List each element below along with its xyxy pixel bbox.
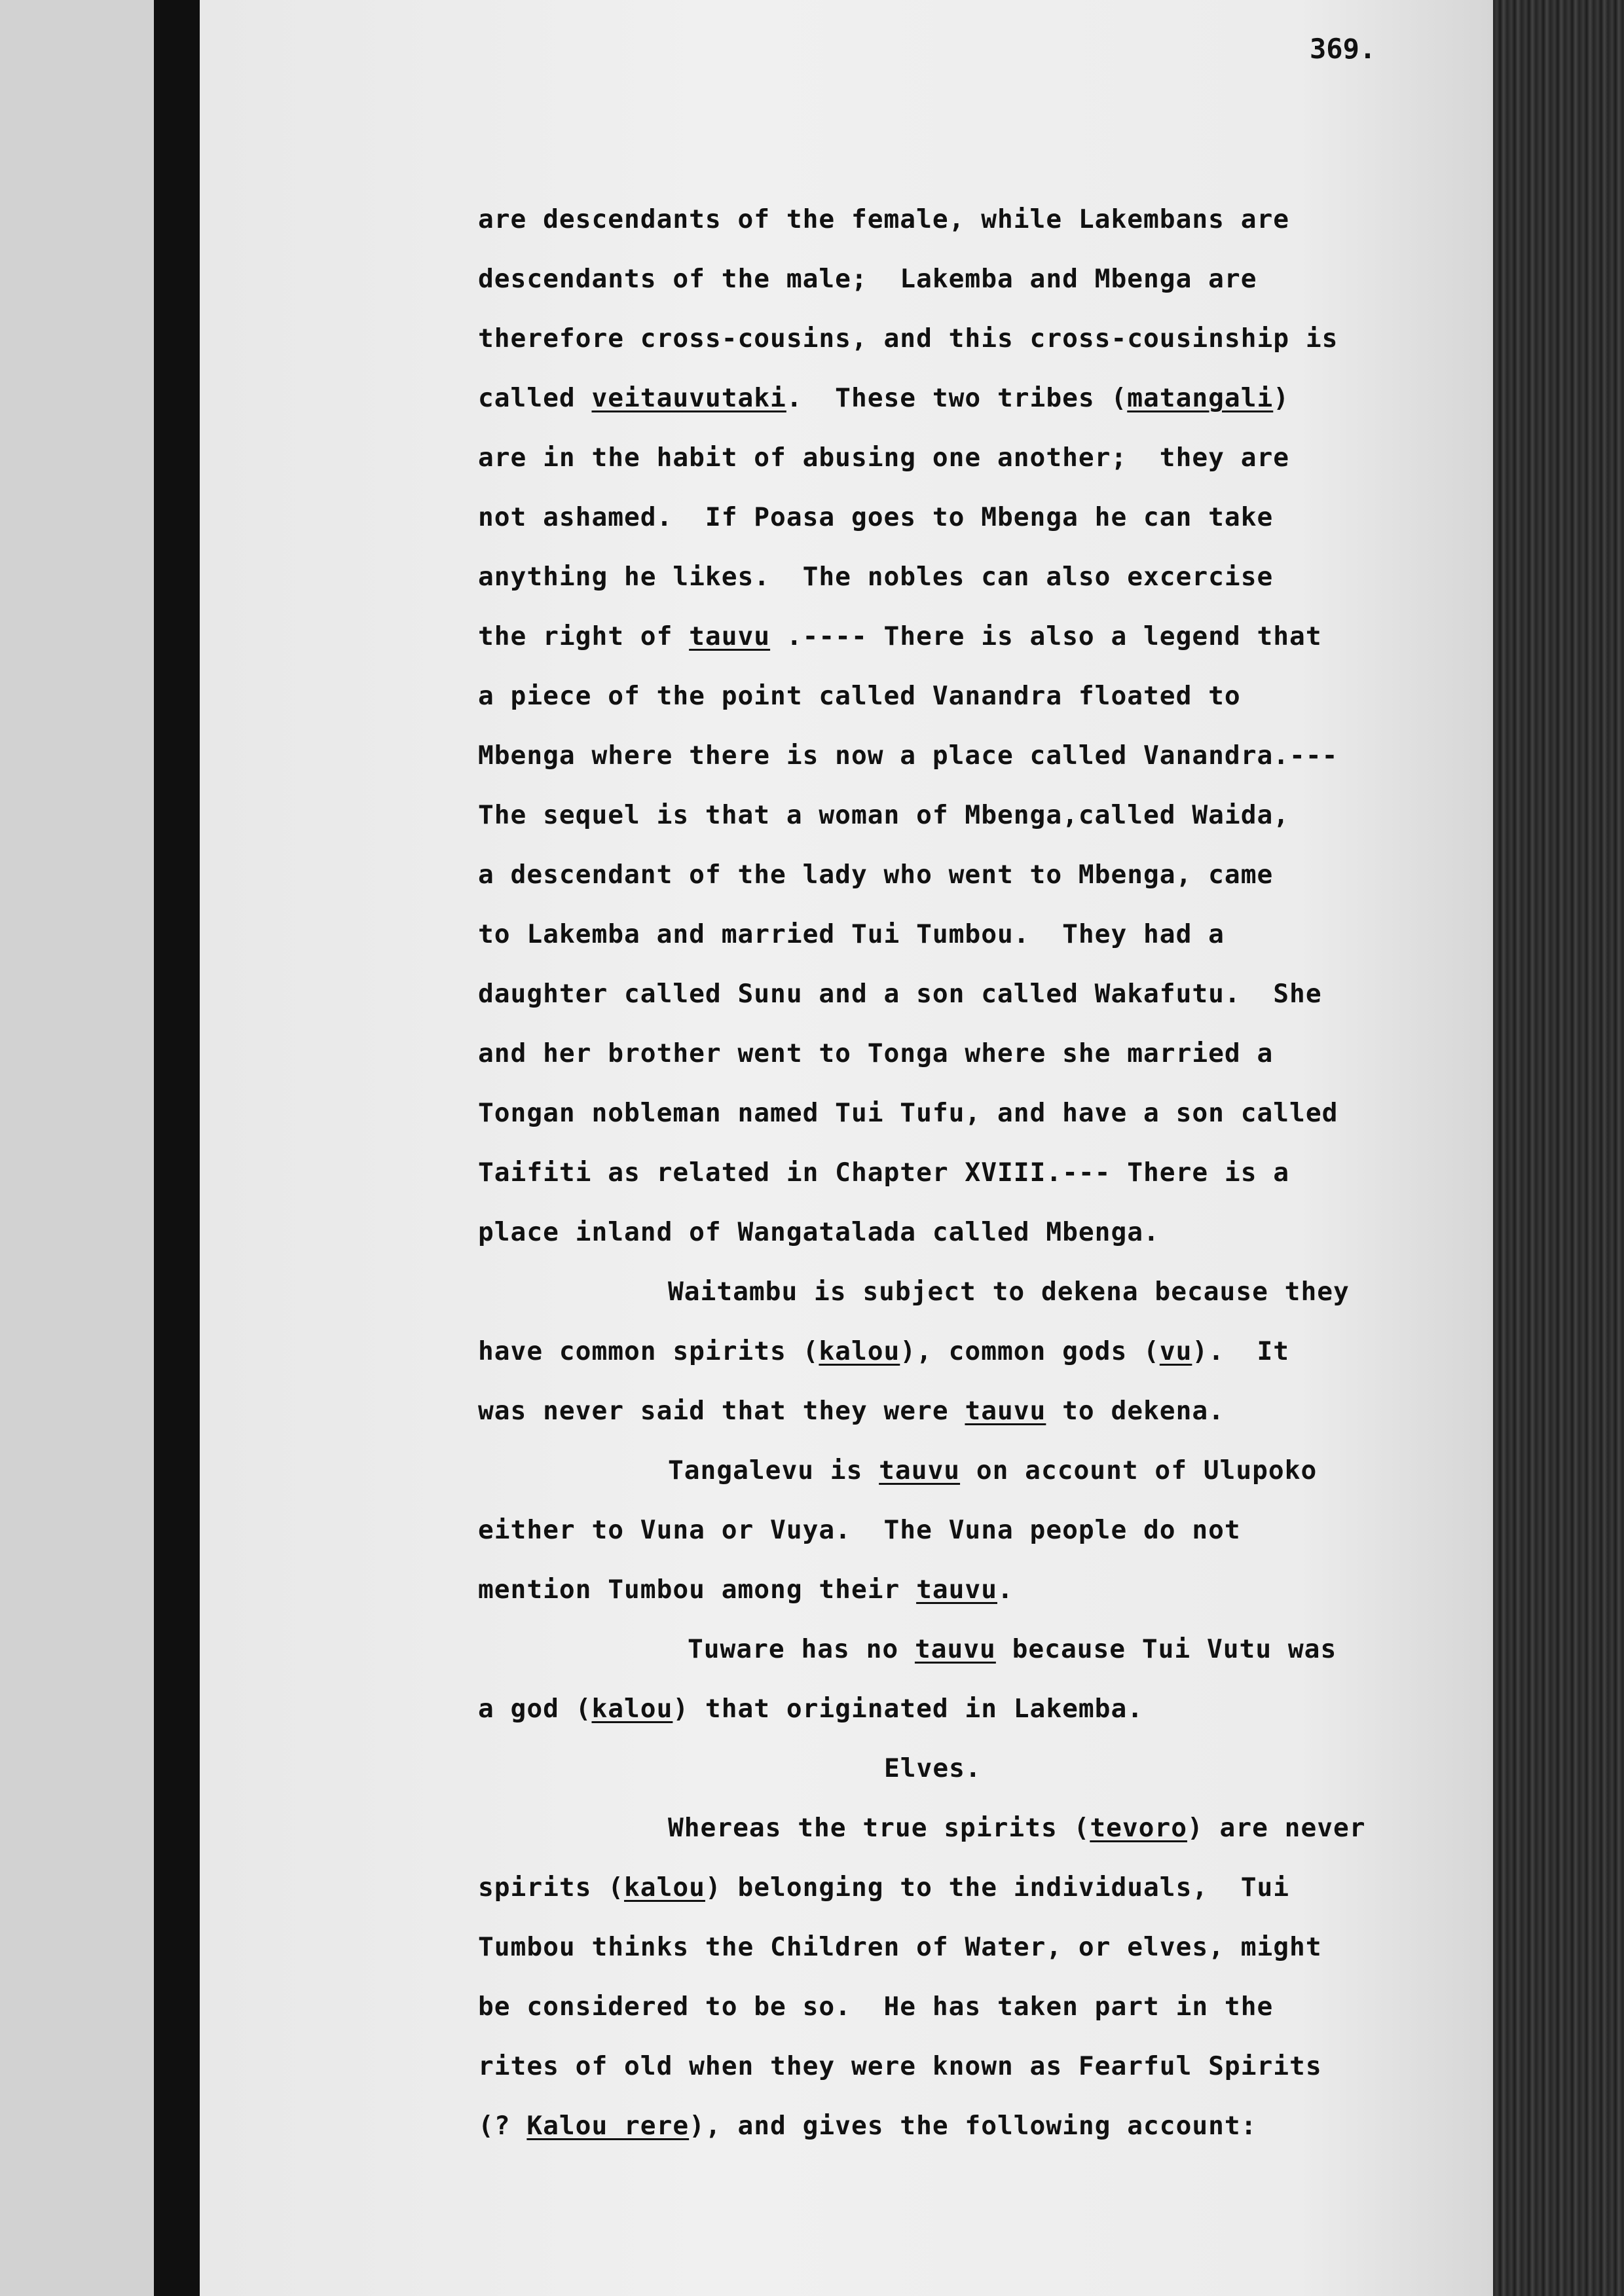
text-run: either to Vuna or Vuya. The Vuna people do not <box>478 1515 1241 1545</box>
text-line: to Lakemba and married Tui Tumbou. They had a <box>478 919 1225 949</box>
underlined-term: tauvu <box>879 1455 961 1485</box>
text-line: daughter called Sunu and a son called Wakafutu. She <box>478 979 1322 1009</box>
text-line <box>478 1560 1473 1620</box>
text-run: Elves. <box>884 1753 982 1783</box>
text-line <box>478 1620 1473 1679</box>
text-run: ) belonging to the individuals, Tui <box>705 1872 1290 1903</box>
underlined-term: matangali <box>1127 383 1274 413</box>
page-number: 369. <box>1310 33 1376 65</box>
text-line: Tongan nobleman named Tui Tufu, and have a son called <box>478 1098 1338 1128</box>
text-run: have common spirits ( <box>478 1336 819 1366</box>
text-line <box>478 369 1473 428</box>
underlined-term: tauvu <box>914 1634 996 1664</box>
text-run: ), common gods ( <box>900 1336 1160 1366</box>
text-line <box>478 1918 1473 1977</box>
text-line: Mbenga where there is now a place called Vanandra.--- <box>478 740 1338 771</box>
text-run: a god ( <box>478 1694 592 1724</box>
text-line <box>478 1381 1473 1441</box>
text-line: The sequel is that a woman of Mbenga,called Waida, <box>478 800 1290 830</box>
text-run: ) <box>1273 383 1290 413</box>
text-run: rites of old when they were known as Fearful Spirits <box>478 2051 1322 2081</box>
text-run: called <box>478 383 592 413</box>
text-line <box>478 1262 1473 1322</box>
text-line: Taifiti as related in Chapter XVIII.--- There is a <box>478 1157 1290 1188</box>
text-line <box>478 1322 1473 1381</box>
text-line <box>478 607 1473 666</box>
underlined-term: tauvu <box>916 1575 997 1605</box>
text-line <box>478 1441 1473 1501</box>
text-run: (? <box>478 2111 527 2141</box>
text-run: on account of Ulupoko <box>960 1455 1318 1485</box>
underlined-term: tauvu <box>689 621 771 651</box>
text-run: spirits ( <box>478 1872 625 1903</box>
text-line <box>478 2096 1473 2156</box>
text-line: are descendants of the female, while Lakembans are <box>478 204 1290 234</box>
text-line: place inland of Wangatalada called Mbenga. <box>478 1217 1160 1247</box>
text-line: a descendant of the lady who went to Mbenga, came <box>478 860 1274 890</box>
underlined-term: Kalou rere <box>526 2111 690 2141</box>
text-line: anything he likes. The nobles can also excercise <box>478 562 1274 592</box>
page-edge-stack <box>1493 0 1624 2296</box>
text-run: ) are never <box>1187 1813 1366 1843</box>
underlined-term: vu <box>1159 1336 1192 1366</box>
text-run: ) that originated in Lakemba. <box>673 1694 1144 1724</box>
text-line: and her brother went to Tonga where she married a <box>478 1038 1274 1068</box>
text-line: therefore cross-cousins, and this cross-cousinship is <box>478 323 1338 354</box>
underlined-term: veitauvutaki <box>591 383 786 413</box>
text-run: Tangalevu is <box>668 1455 879 1485</box>
text-run: ), and gives the following account: <box>689 2111 1257 2141</box>
underlined-term: tauvu <box>965 1396 1046 1426</box>
text-line <box>478 1977 1473 2037</box>
text-line: a piece of the point called Vanandra floated to <box>478 681 1241 711</box>
text-run: Tumbou thinks the Children of Water, or elves, might <box>478 1932 1322 1962</box>
underlined-term: tevoro <box>1090 1813 1187 1843</box>
text-line <box>478 1501 1473 1560</box>
text-line <box>478 1798 1473 1858</box>
underlined-term: kalou <box>819 1336 900 1366</box>
text-line <box>478 1858 1473 1918</box>
text-run: .---- There is also a legend that <box>770 621 1322 651</box>
text-run: was never said that they were <box>478 1396 965 1426</box>
text-line: not ashamed. If Poasa goes to Mbenga he can take <box>478 502 1274 532</box>
text-run: because Tui Vutu was <box>995 1634 1337 1664</box>
text-run: Tuware has no <box>688 1634 915 1664</box>
text-line <box>478 2037 1473 2096</box>
text-run: be considered to be so. He has taken part in the <box>478 1992 1274 2022</box>
text-run: mention Tumbou among their <box>478 1575 917 1605</box>
section-heading <box>478 1739 1473 1798</box>
text-line: are in the habit of abusing one another; they are <box>478 443 1290 473</box>
text-run: to dekena. <box>1046 1396 1225 1426</box>
book-spine-shadow <box>154 0 200 2296</box>
text-run: ). It <box>1192 1336 1290 1366</box>
text-line: descendants of the male; Lakemba and Mbenga are <box>478 264 1257 294</box>
text-run: Whereas the true spirits ( <box>668 1813 1090 1843</box>
underlined-term: kalou <box>591 1694 673 1724</box>
text-run: . <box>997 1575 1014 1605</box>
underlined-term: kalou <box>624 1872 705 1903</box>
text-line <box>478 1679 1473 1739</box>
text-run: Waitambu is subject to dekena because they <box>668 1277 1350 1307</box>
text-run: the right of <box>478 621 690 651</box>
typescript-body <box>478 190 1473 2156</box>
text-run: . These two tribes ( <box>786 383 1128 413</box>
scan-left-margin <box>0 0 154 2296</box>
